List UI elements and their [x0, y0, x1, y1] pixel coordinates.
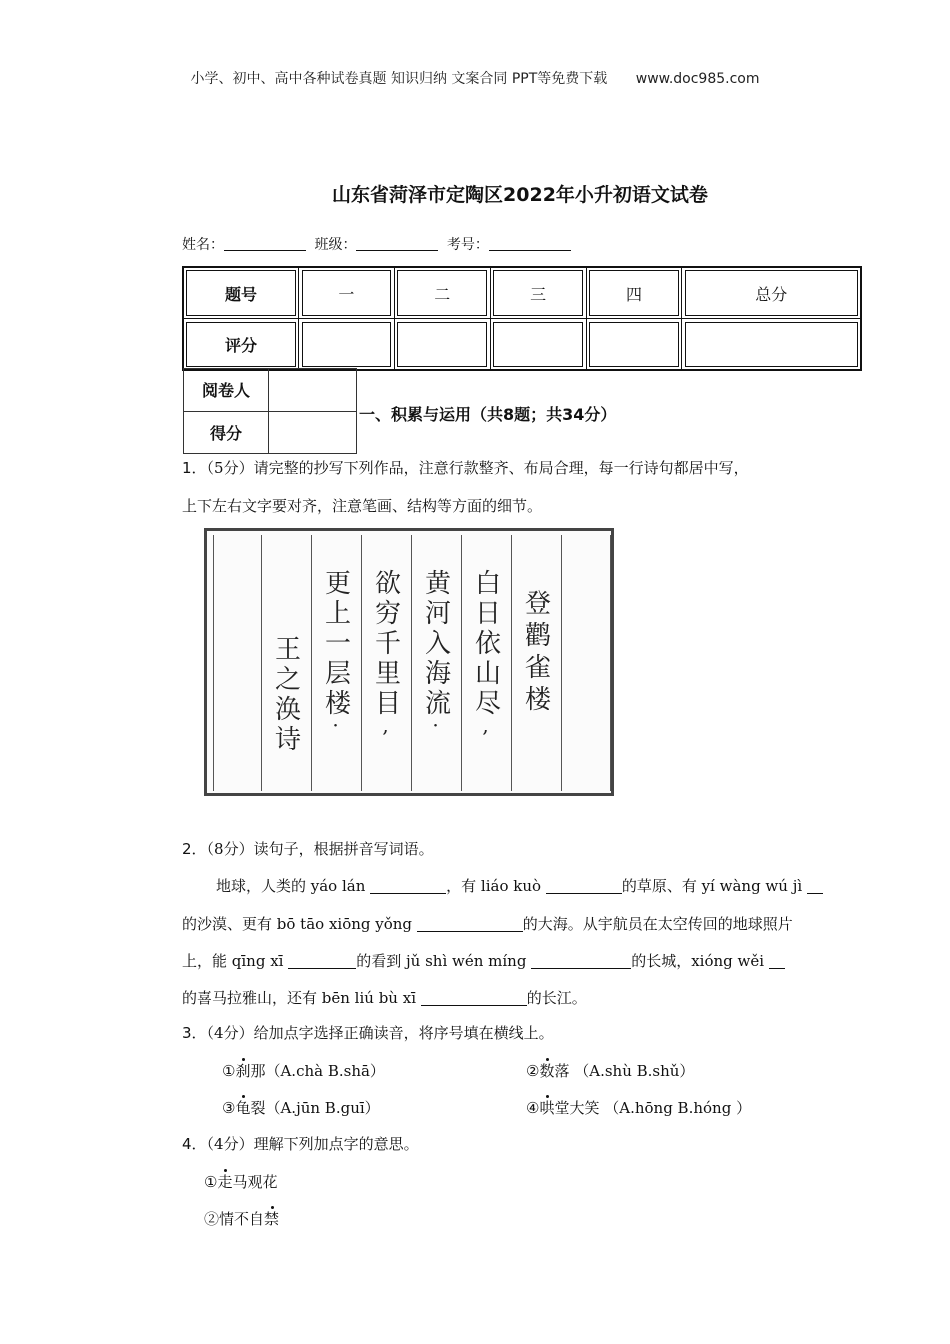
- question-3: [182, 1023, 554, 1043]
- q4-item-2: [204, 1209, 279, 1229]
- question-text: （4分）理解下列加点字的意思。: [206, 1135, 419, 1153]
- question-text: （4分）给加点字选择正确读音，将序号填在横线上。: [206, 1024, 554, 1042]
- q2-text: 地球，人类的 yáo lán: [216, 877, 371, 895]
- poem-line-2: 黄河入海流 ·: [411, 535, 459, 791]
- poem-line-text: 欲穷千里目: [370, 569, 401, 719]
- answer-blank: [370, 879, 446, 894]
- handwriting-image: [204, 528, 614, 796]
- dotted-char: 走: [217, 1173, 233, 1191]
- score-cell: [299, 319, 395, 371]
- name-label: 姓名：: [182, 237, 224, 253]
- student-info: [182, 234, 575, 254]
- q2-line-3: [182, 951, 785, 971]
- q2-text: ，有 liáo kuò: [446, 877, 546, 895]
- poem-line-text: 更上一层楼: [320, 569, 351, 719]
- header-site: www.doc985.com: [635, 71, 760, 87]
- name-blank: [224, 238, 306, 251]
- q2-text: 上，能 qīng xī: [182, 952, 289, 970]
- q2-line-2: [182, 914, 793, 934]
- number-blank: [489, 238, 571, 251]
- answer-blank: [769, 954, 785, 969]
- q2-text: 的沙漠、更有 bō tāo xiōng yǒng: [182, 915, 417, 933]
- grader-table: [183, 368, 357, 454]
- dotted-char: 禁: [264, 1210, 280, 1228]
- poem-author-column: [261, 535, 309, 791]
- question-4: [182, 1134, 419, 1154]
- option-marker: ③: [222, 1099, 236, 1117]
- option-text: 那（A.chà B.shā）: [250, 1062, 385, 1080]
- score-header-cell: 二: [394, 267, 490, 319]
- dotted-char: 哄: [539, 1099, 555, 1117]
- q2-text: 的喜马拉雅山，还有 bēn liú bù xī: [182, 989, 421, 1007]
- reviewer-label: 阅卷人: [184, 369, 269, 412]
- option-marker: ①: [222, 1062, 236, 1080]
- page-title: 山东省菏泽市定陶区2022年小升初语文试卷: [332, 184, 708, 206]
- q3-option-1: [222, 1061, 385, 1081]
- q4-item-1: [204, 1172, 277, 1192]
- question-number: 3．: [182, 1024, 207, 1042]
- poem-line-4: 更上一层楼 ·: [311, 535, 359, 791]
- score-header-cell: 四: [586, 267, 682, 319]
- number-label: 考号：: [446, 237, 489, 253]
- score-cell: [682, 319, 861, 371]
- poem-title-column: [511, 535, 559, 791]
- class-blank: [356, 238, 438, 251]
- class-label: 班级：: [314, 237, 357, 253]
- question-text: （5分）请完整的抄写下列作品，注意行款整齐、布局合理，每一行诗句都居中写，: [206, 459, 749, 477]
- score-header-cell: 题号: [183, 267, 299, 319]
- q3-option-3: [222, 1098, 380, 1118]
- score-cell: [490, 319, 586, 371]
- question-number: 2．: [182, 840, 207, 858]
- poem-line-text: 白日依山尽: [470, 569, 501, 719]
- q2-text: 的看到 jǔ shì wén míng: [356, 952, 532, 970]
- score-cell: [586, 319, 682, 371]
- q2-text: 的长城，xióng wěi: [631, 952, 769, 970]
- q3-option-2: [526, 1061, 694, 1081]
- grader-score-cell: [269, 411, 357, 454]
- score-header-row: [183, 267, 861, 319]
- poem-line-1: 白日依山尽 ,: [461, 535, 509, 791]
- question-text: （8分）读句子，根据拼音写词语。: [206, 840, 434, 858]
- item-marker: ①: [204, 1173, 218, 1191]
- q2-text: 的草原、有 yí wàng wú jì: [621, 877, 807, 895]
- q2-line-1: [182, 876, 823, 896]
- score-header-cell: 三: [490, 267, 586, 319]
- item-text: 马观花: [232, 1173, 278, 1191]
- section-heading: 一、积累与运用（共8题；共34分）: [359, 405, 617, 424]
- score-value-row: [183, 319, 861, 371]
- question-2: [182, 839, 434, 859]
- score-table: [182, 266, 862, 371]
- answer-blank: [807, 879, 823, 894]
- q2-line-4: [182, 988, 587, 1008]
- page-header: [0, 68, 950, 88]
- q2-text: 的大海。从宇航员在太空传回的地球照片: [522, 915, 793, 933]
- empty-column: [561, 535, 611, 791]
- poem-title: 登鹳雀楼: [520, 589, 551, 717]
- poem-line-3: 欲穷千里目 ,: [361, 535, 409, 791]
- q3-option-4: [526, 1098, 751, 1118]
- score-header-cell: 一: [299, 267, 395, 319]
- question-1: [182, 458, 749, 478]
- dotted-char: 龟: [235, 1099, 251, 1117]
- option-text: 落 （A.shù B.shǔ）: [554, 1062, 695, 1080]
- question-number: 1．: [182, 459, 207, 477]
- score-header-cell: 总分: [682, 267, 861, 319]
- question-number: 4．: [182, 1135, 207, 1153]
- option-marker: ②: [526, 1062, 540, 1080]
- answer-blank: [417, 917, 523, 932]
- q2-text: 的长江。: [526, 989, 587, 1007]
- dotted-char: 刹: [235, 1062, 251, 1080]
- item-text: ②情不自: [204, 1210, 265, 1228]
- poem-author: 王之涣诗: [270, 635, 301, 755]
- option-text: 裂（A.jūn B.guī）: [250, 1099, 380, 1117]
- poem-line-text: 黄河入海流: [420, 569, 451, 719]
- empty-column: [213, 535, 262, 791]
- option-marker: ④: [526, 1099, 540, 1117]
- answer-blank: [531, 954, 631, 969]
- answer-blank: [288, 954, 356, 969]
- answer-blank: [421, 991, 527, 1006]
- score-row-label: 评分: [183, 319, 299, 371]
- reviewer-cell: [269, 369, 357, 412]
- option-text: 堂大笑 （A.hōng B.hóng ）: [554, 1099, 752, 1117]
- header-slogan: 小学、初中、高中各种试卷真题 知识归纳 文案合同 PPT等免费下载: [190, 71, 608, 87]
- question-1-line2: 上下左右文字要对齐，注意笔画、结构等方面的细节。: [182, 497, 543, 515]
- answer-blank: [546, 879, 622, 894]
- grader-score-label: 得分: [184, 411, 269, 454]
- score-cell: [394, 319, 490, 371]
- dotted-char: 数: [539, 1062, 555, 1080]
